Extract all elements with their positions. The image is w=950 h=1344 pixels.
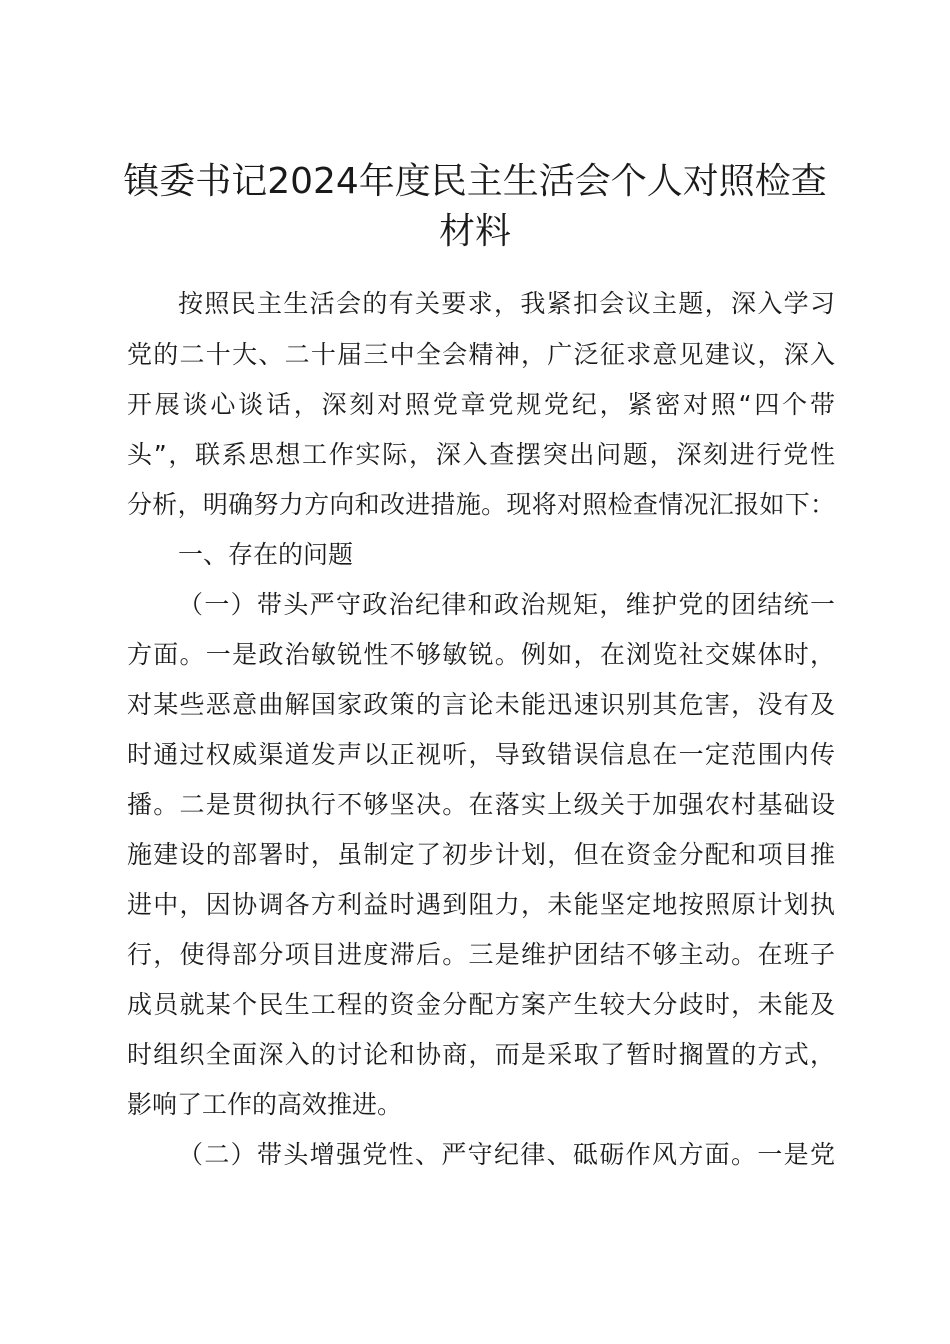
- paragraph-line: （二）带头增强党性、严守纪律、砥砺作风方面。一是党: [178, 1140, 835, 1169]
- paragraph-line: 方面。一是政治敏锐性不够敏锐。例如，在浏览社交媒体时，: [127, 640, 835, 669]
- paragraph-line: 施建设的部署时，虽制定了初步计划，但在资金分配和项目推: [127, 840, 835, 869]
- paragraph-line: 党的二十大、二十届三中全会精神，广泛征求意见建议，深入: [127, 340, 835, 369]
- paragraph-line: 行，使得部分项目进度滞后。三是维护团结不够主动。在班子: [127, 940, 835, 969]
- paragraph-line: 按照民主生活会的有关要求，我紧扣会议主题，深入学习: [178, 289, 835, 318]
- document-title-line-2: 材料: [438, 211, 511, 252]
- paragraph-line: 时组织全面深入的讨论和协商，而是采取了暂时搁置的方式，: [127, 1040, 835, 1069]
- paragraph-line: 对某些恶意曲解国家政策的言论未能迅速识别其危害，没有及: [127, 690, 835, 719]
- paragraph-line: 分析，明确努力方向和改进措施。现将对照检查情况汇报如下：: [127, 490, 835, 519]
- paragraph-line: （一）带头严守政治纪律和政治规矩，维护党的团结统一: [178, 590, 835, 619]
- document-title-line-1: 镇委书记2024年度民主生活会个人对照检查: [123, 161, 827, 202]
- paragraph-line: 时通过权威渠道发声以正视听，导致错误信息在一定范围内传: [127, 740, 835, 769]
- paragraph-line: 影响了工作的高效推进。: [127, 1090, 403, 1119]
- section-heading: 一、存在的问题: [178, 540, 354, 569]
- paragraph-line: 头”，联系思想工作实际，深入查摆突出问题，深刻进行党性: [127, 440, 835, 469]
- paragraph-line: 进中，因协调各方利益时遇到阻力，未能坚定地按照原计划执: [127, 890, 835, 919]
- paragraph-line: 成员就某个民生工程的资金分配方案产生较大分歧时，未能及: [127, 990, 835, 1019]
- paragraph-line: 开展谈心谈话，深刻对照党章党规党纪，紧密对照“四个带: [127, 390, 835, 419]
- paragraph-line: 播。二是贯彻执行不够坚决。在落实上级关于加强农村基础设: [127, 790, 835, 819]
